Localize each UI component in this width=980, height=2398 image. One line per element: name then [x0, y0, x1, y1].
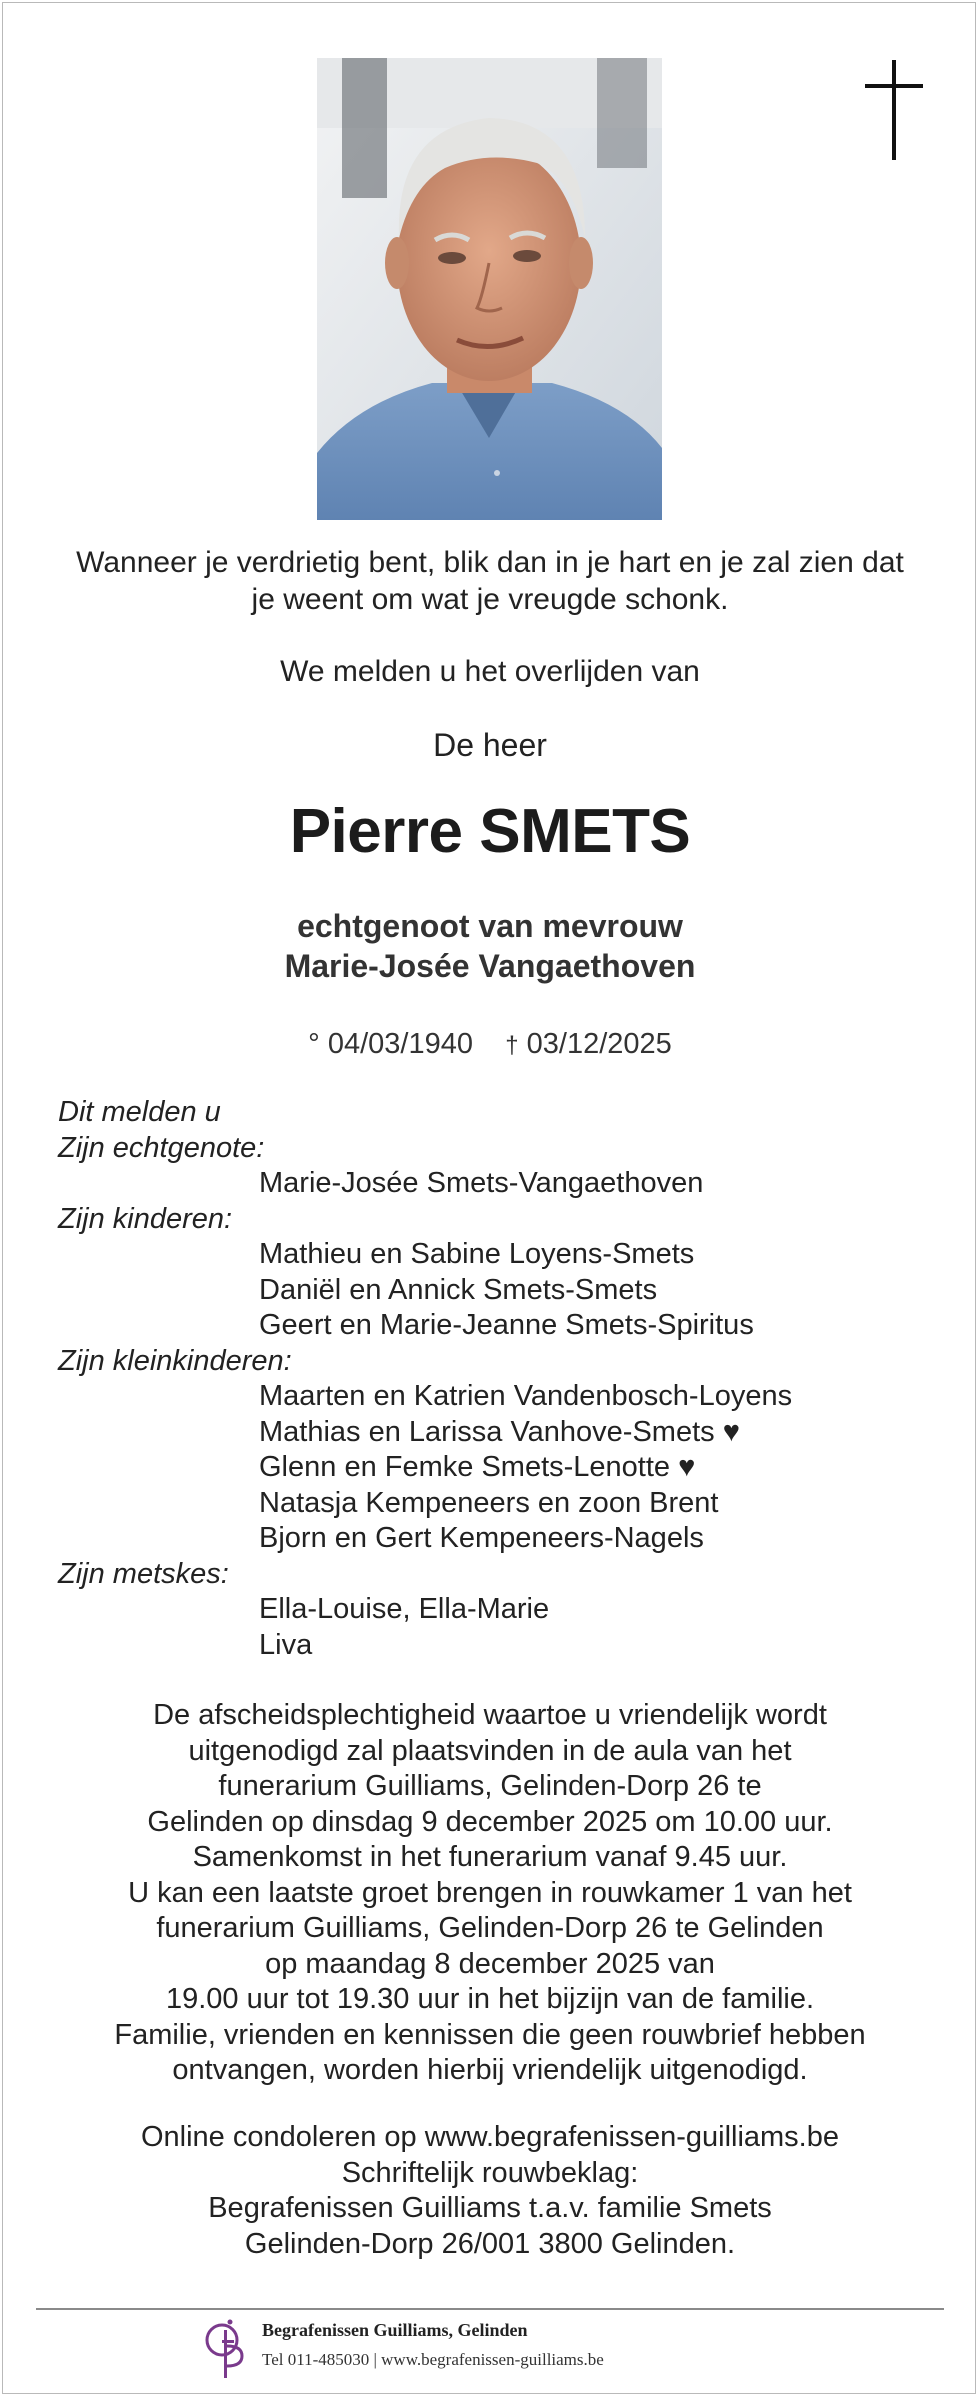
spouse-line: Marie-Josée Vangaethoven [284, 948, 696, 984]
cross-icon [865, 60, 923, 160]
announcement: We melden u het overlijden van [280, 655, 700, 688]
contact-line: Begrafenissen Guilliams t.a.v. familie Smets [208, 2192, 772, 2224]
contact-line: Schriftelijk rouwbeklag: [341, 2156, 639, 2189]
list-item: Maarten en Katrien Vandenbosch-Loyens [259, 1380, 793, 1412]
spouse-block [0, 906, 980, 986]
family-list [58, 1095, 792, 1663]
death-symbol: † [505, 1032, 519, 1059]
spouse-label: Zijn echtgenote: [58, 1131, 265, 1164]
birth-date: 04/03/1940 [327, 1028, 473, 1060]
list-item: Marie-Josée Smets-Vangaethoven [259, 1167, 704, 1199]
service-info [0, 1698, 980, 2089]
contact-line: Gelinden-Dorp 26/001 3800 Gelinden. [244, 2227, 736, 2260]
service-line: Gelinden op dinsdag 9 december 2025 om 10.00 uur. [147, 1805, 833, 1838]
service-line: ontvangen, worden hierbij vriendelijk uitgenodigd. [172, 2054, 808, 2086]
greatgrandchildren-label: Zijn metskes: [58, 1557, 229, 1590]
list-item: Daniël en Annick Smets-Smets [259, 1273, 658, 1306]
quote-line: Wanneer je verdrietig bent, blik dan in je hart en je zal zien dat [76, 546, 904, 579]
service-line: 19.00 uur tot 19.30 uur in het bijzijn van de familie. [165, 1983, 815, 2015]
list-item: Bjorn en Gert Kempeneers-Nagels [259, 1522, 704, 1554]
footer-divider [36, 2308, 944, 2310]
firm-contact: Tel 011-485030 | www.begrafenissen-guilliams.be [262, 2350, 604, 2369]
birth-symbol: ° [308, 1028, 320, 1060]
service-line: uitgenodigd zal plaatsvinden in de aula van het [188, 1734, 792, 1767]
condolence-info [0, 2120, 980, 2262]
service-line: funerarium Guilliams, Gelinden-Dorp 26 te Gelinden [156, 1912, 824, 1944]
list-item: Natasja Kempeneers en zoon Brent [259, 1486, 719, 1519]
list-item: Geert en Marie-Jeanne Smets-Spiritus [259, 1309, 754, 1341]
quote-line: je weent om wat je vreugde schonk. [251, 583, 729, 616]
list-item: Glenn en Femke Smets-Lenotte ♥ [259, 1451, 696, 1483]
family-intro: Dit melden u [58, 1096, 221, 1128]
portrait-photo [317, 58, 662, 520]
deceased-name: Pierre SMETS [289, 797, 691, 866]
list-item: Ella-Louise, Ella-Marie [259, 1593, 550, 1625]
quote [0, 544, 980, 618]
service-line: funerarium Guilliams, Gelinden-Dorp 26 te [218, 1770, 762, 1802]
children-label: Zijn kinderen: [58, 1202, 233, 1235]
life-dates [0, 1028, 980, 1061]
service-line: op maandag 8 december 2025 van [265, 1947, 715, 1980]
list-item: Mathias en Larissa Vanhove-Smets ♥ [259, 1415, 740, 1448]
service-line: De afscheidsplechtigheid waartoe u vriendelijk wordt [153, 1699, 827, 1731]
guilliams-logo-icon [200, 2316, 248, 2382]
list-item: Liva [259, 1628, 313, 1661]
service-line: Familie, vrienden en kennissen die geen rouwbrief hebben [114, 2018, 866, 2051]
firm-name: Begrafenissen Guilliams, Gelinden [262, 2320, 528, 2340]
salutation: De heer [433, 727, 547, 763]
spouse-line: echtgenoot van mevrouw [297, 908, 683, 944]
service-line: U kan een laatste groet brengen in rouwkamer 1 van het [128, 1876, 852, 1909]
service-line: Samenkomst in het funerarium vanaf 9.45 uur. [192, 1841, 788, 1873]
grandchildren-label: Zijn kleinkinderen: [58, 1344, 292, 1377]
contact-line: Online condoleren op www.begrafenissen-guilliams.be [140, 2121, 839, 2153]
death-date: 03/12/2025 [526, 1028, 672, 1060]
list-item: Mathieu en Sabine Loyens-Smets [259, 1238, 695, 1270]
